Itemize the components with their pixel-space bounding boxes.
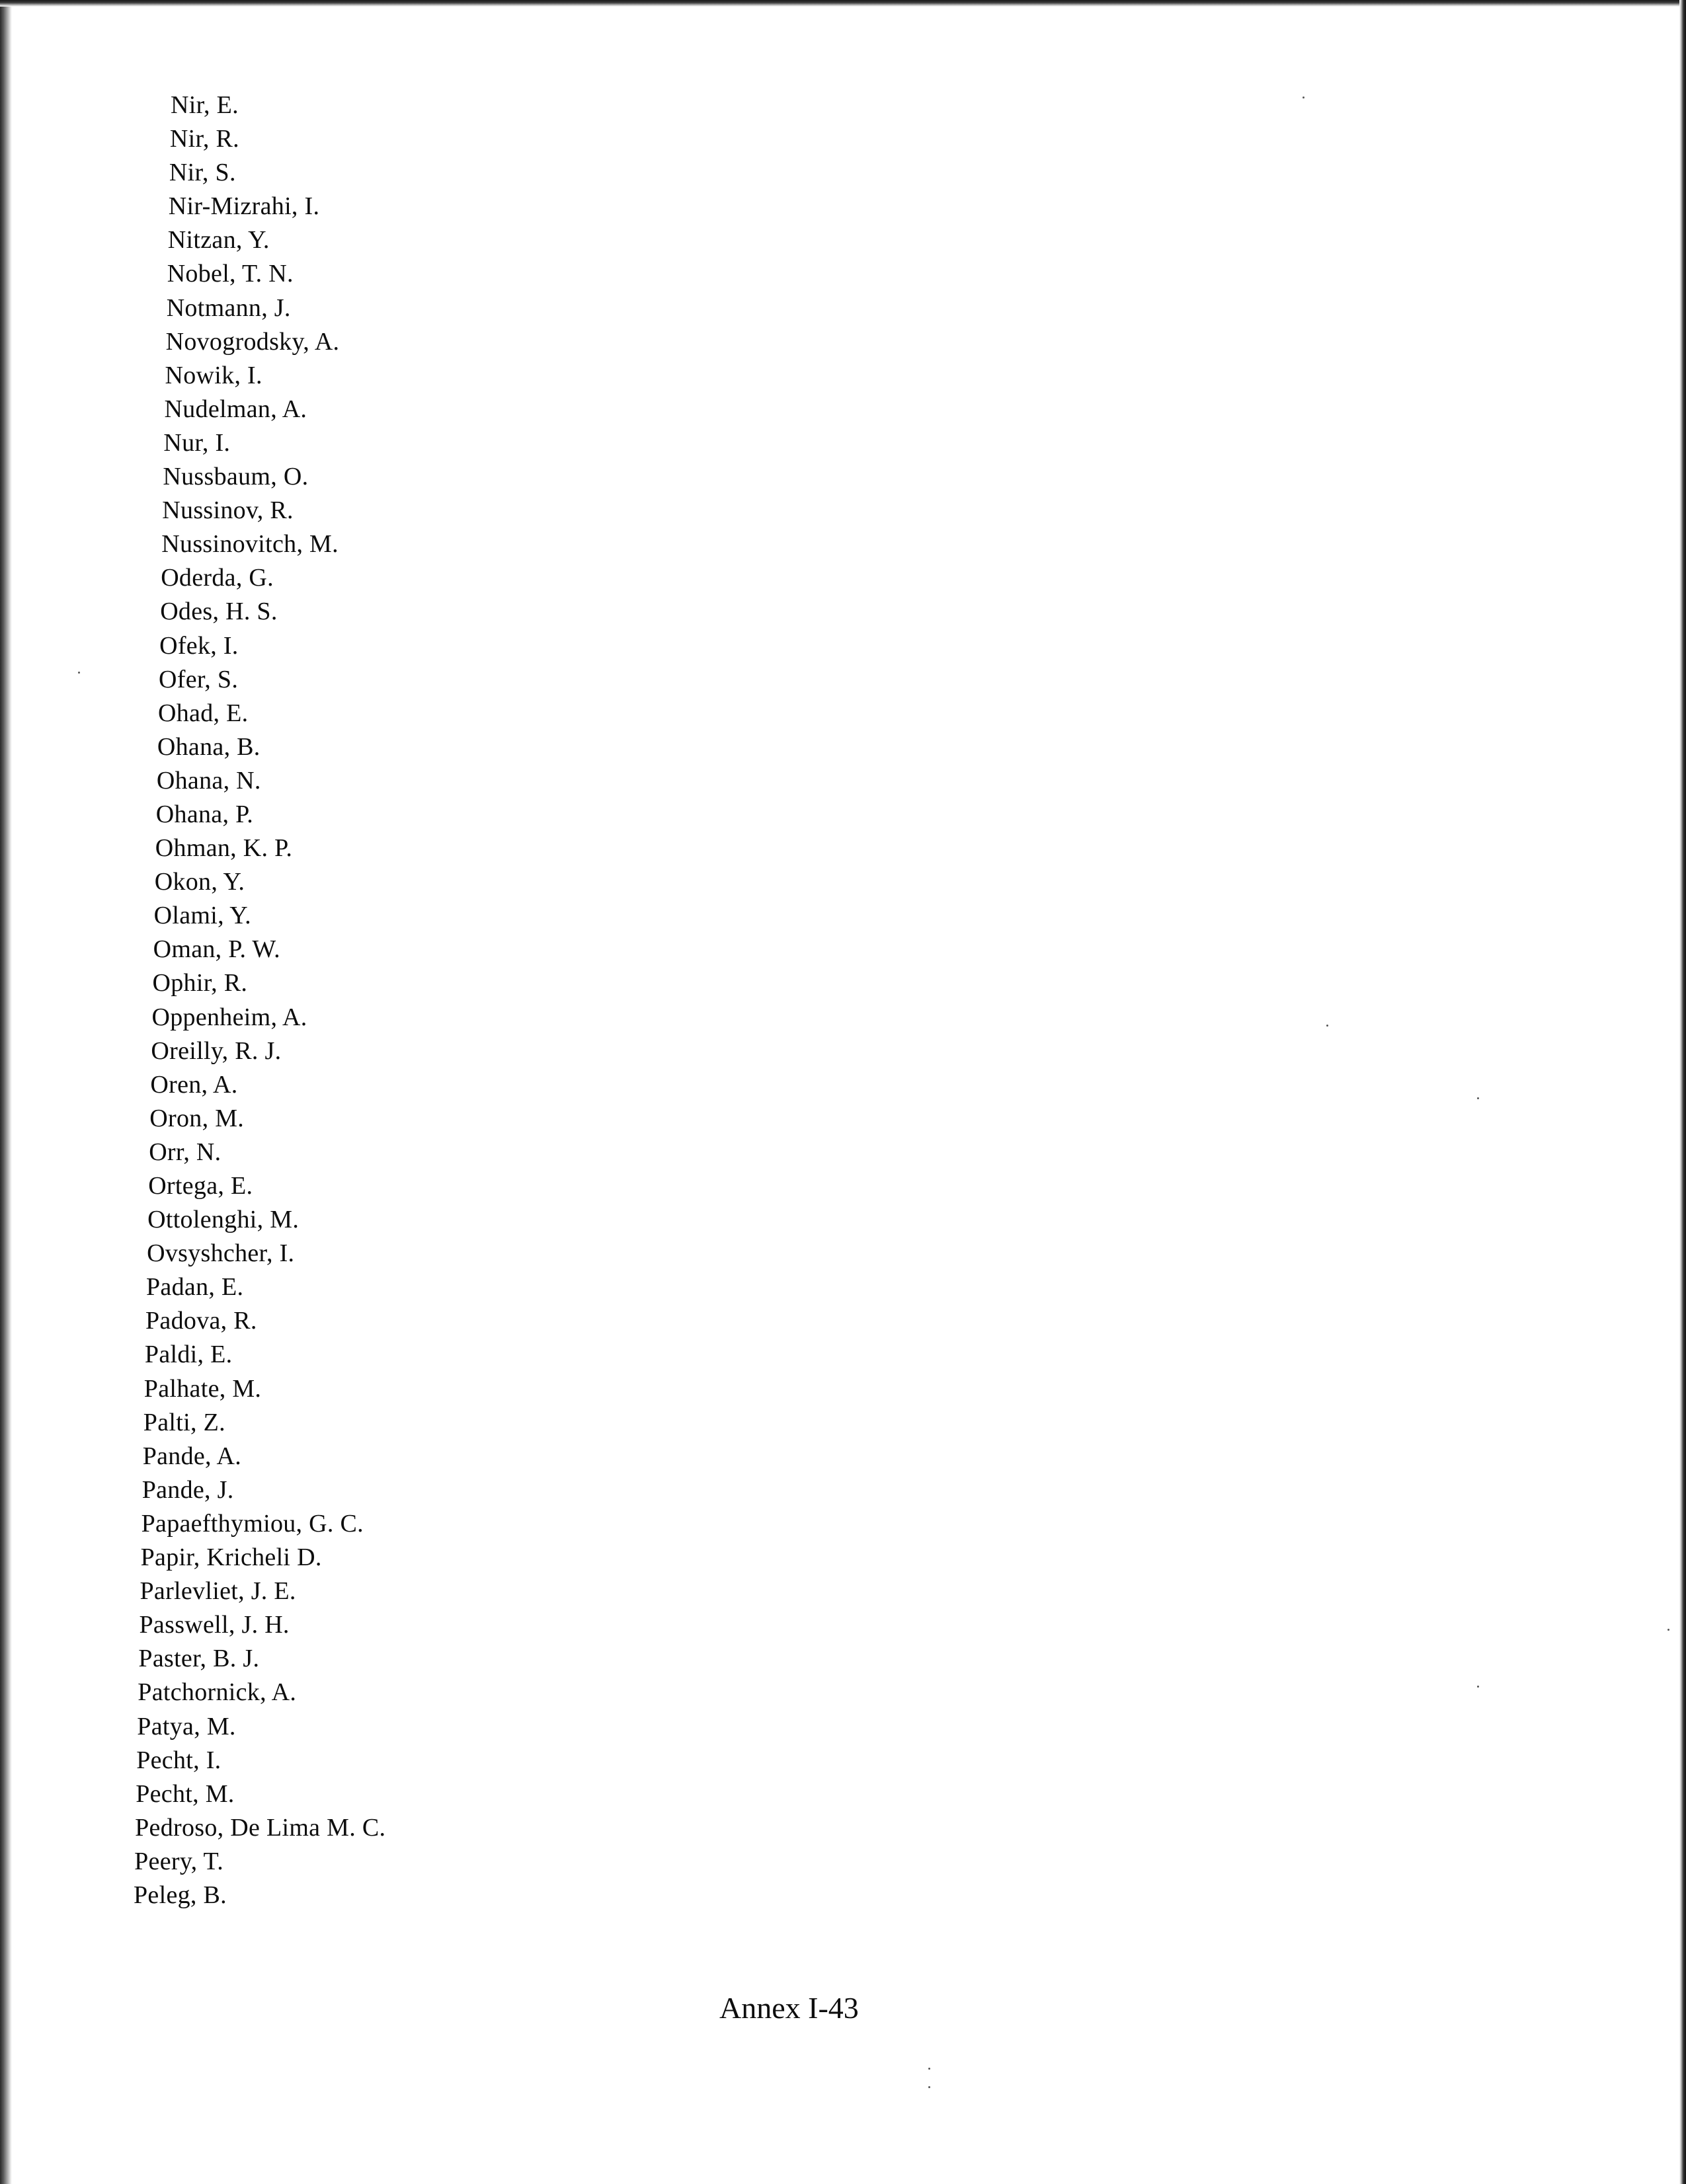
scan-speck (1326, 1025, 1328, 1027)
author-name: Nussbaum, O. (163, 463, 309, 491)
author-name: Ottolenghi, M. (147, 1206, 300, 1234)
author-name: Ovsyshcher, I. (147, 1239, 295, 1268)
scan-edge-top (0, 0, 1686, 7)
author-name: Palhate, M. (143, 1374, 262, 1403)
author-name: Odes, H. S. (160, 598, 278, 626)
author-name: Papir, Kricheli D. (140, 1543, 322, 1572)
author-name: Oppenheim, A. (151, 1003, 307, 1031)
author-name: Ortega, E. (148, 1172, 253, 1200)
author-name: Nur, I. (163, 428, 231, 457)
author-name-list (0, 89, 385, 1912)
author-name: Ophir, R. (152, 969, 248, 997)
author-name: Pande, A. (142, 1442, 242, 1470)
author-name: Nudelman, A. (164, 395, 307, 423)
author-name: Okon, Y. (154, 868, 245, 896)
scan-speck (928, 2068, 930, 2070)
author-name: Nir-Mizrahi, I. (168, 192, 320, 221)
author-name: Nussinov, R. (162, 496, 294, 525)
author-name: Ohana, N. (156, 766, 261, 795)
author-name: Parlevliet, J. E. (140, 1577, 296, 1606)
author-name: Peery, T. (134, 1847, 224, 1875)
author-name: Nowik, I. (165, 361, 262, 389)
author-name: Patya, M. (137, 1712, 236, 1740)
author-name: Novogrodsky, A. (165, 327, 340, 356)
author-name: Orr, N. (149, 1138, 221, 1166)
author-name: Paldi, E. (144, 1341, 233, 1369)
scan-speck (1303, 97, 1305, 98)
author-name: Ohman, K. P. (155, 834, 293, 863)
author-name: Patchornick, A. (138, 1678, 297, 1707)
author-name: Padan, E. (146, 1273, 244, 1302)
author-name: Ohana, B. (157, 732, 261, 761)
author-name: Oderda, G. (161, 564, 274, 592)
scan-speck (1667, 1629, 1669, 1631)
author-name: Padova, R. (145, 1307, 257, 1335)
page-footer-label: Annex I-43 (719, 1991, 859, 2025)
author-name: Ofer, S. (159, 665, 239, 693)
author-name: Oron, M. (149, 1104, 245, 1132)
author-name: Ofek, I. (159, 631, 239, 660)
author-name: Passwell, J. H. (139, 1611, 290, 1639)
author-name: Oreilly, R. J. (151, 1036, 282, 1065)
author-name: Pande, J. (141, 1475, 234, 1504)
author-name: Pecht, I. (136, 1746, 221, 1774)
author-name: Nir, E. (171, 91, 239, 119)
author-name: Pecht, M. (136, 1779, 235, 1808)
author-name: Ohana, P. (155, 800, 254, 828)
scan-edge-right (1679, 0, 1686, 2184)
author-name: Pedroso, De Lima M. C. (135, 1813, 386, 1842)
author-name: Nobel, T. N. (167, 260, 294, 288)
author-name: Nir, R. (169, 125, 239, 153)
author-name: Notmann, J. (166, 293, 291, 322)
author-name: Nitzan, Y. (167, 226, 270, 254)
scan-speck (1477, 1097, 1479, 1099)
author-name: Palti, Z. (143, 1408, 225, 1436)
author-name: Oman, P. W. (153, 935, 280, 964)
scan-speck (1477, 1686, 1479, 1688)
author-name: Oren, A. (150, 1070, 238, 1099)
author-name: Olami, Y. (153, 902, 251, 930)
author-name: Papaefthymiou, G. C. (141, 1509, 364, 1538)
scan-speck (928, 2086, 930, 2088)
scan-speck (78, 672, 80, 674)
author-name: Peleg, B. (134, 1881, 227, 1909)
author-name: Paster, B. J. (138, 1645, 260, 1673)
author-name: Nir, S. (169, 159, 236, 187)
author-name: Ohad, E. (158, 699, 249, 727)
author-name: Nussinovitch, M. (161, 530, 339, 559)
